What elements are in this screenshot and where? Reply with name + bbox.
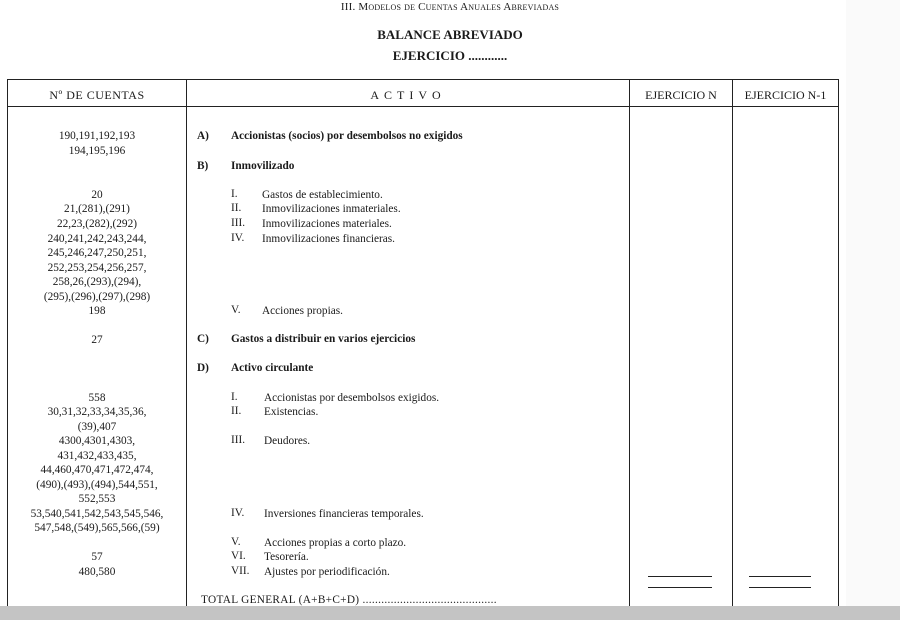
total-general-label: TOTAL GENERAL (A+B+C+D) ........................................... — [201, 594, 497, 606]
account-numbers: (295),(296),(297),(298) — [43, 291, 151, 303]
item-label: Ajustes por periodificación. — [264, 566, 390, 578]
column-header-ejercicio-n1: EJERCICIO N-1 — [744, 88, 827, 102]
item-label: Inmovilizaciones financieras. — [262, 233, 395, 245]
account-numbers: 258,26,(293),(294), — [52, 276, 142, 288]
account-numbers: 22,23,(282),(292) — [56, 218, 137, 230]
account-numbers: 30,31,32,33,34,35,36, — [47, 406, 147, 418]
table-right-border — [838, 79, 839, 615]
item-label: Inversiones financieras temporales. — [264, 508, 424, 520]
account-numbers: (490),(493),(494),544,551, — [36, 479, 158, 491]
item-label: Existencias. — [264, 406, 319, 418]
item-label: Tesorería. — [264, 551, 309, 563]
table-header-divider — [7, 106, 839, 107]
item-number: V. — [231, 304, 241, 316]
item-label: Inmovilizaciones inmateriales. — [262, 203, 401, 215]
section-letter-a: A) — [197, 130, 209, 142]
item-number: VII. — [231, 565, 250, 577]
item-label: Inmovilizaciones materiales. — [262, 218, 392, 230]
item-number: III. — [231, 217, 246, 229]
item-number: V. — [231, 536, 241, 548]
page-margin-strip — [846, 0, 900, 606]
account-numbers: 21,(281),(291) — [64, 203, 130, 215]
table-top-border — [7, 79, 839, 80]
item-number: II. — [231, 405, 242, 417]
column-header-cuentas: Nº DE CUENTAS — [49, 88, 145, 102]
item-label: Acciones propias a corto plazo. — [264, 537, 407, 549]
account-numbers: 547,548,(549),565,566,(59) — [34, 522, 160, 534]
account-numbers: 480,580 — [78, 566, 116, 578]
account-numbers: 44,460,470,471,472,474, — [40, 464, 154, 476]
column-divider-activo — [629, 79, 630, 615]
account-numbers: 245,246,247,250,251, — [47, 247, 147, 259]
section-heading-b: Inmovilizado — [231, 160, 295, 172]
column-header-activo: ACTIVO — [370, 88, 446, 102]
account-numbers: (39),407 — [77, 421, 117, 433]
column-divider-ejercicio-n — [732, 79, 733, 615]
account-numbers: 27 — [91, 334, 103, 346]
column-divider-cuentas — [186, 79, 187, 615]
sum-line-ejercicio-n — [648, 587, 712, 588]
section-heading-a: Accionistas (socios) por desembolsos no exigidos — [231, 130, 463, 142]
section-letter-b: B) — [197, 160, 209, 172]
section-heading-c: Gastos a distribuir en varios ejercicios — [231, 333, 416, 345]
account-numbers: 190,191,192,193 — [58, 130, 136, 142]
account-numbers: 194,195,196 — [68, 145, 126, 157]
sum-line-ejercicio-n1 — [749, 587, 811, 588]
account-numbers: 57 — [91, 551, 103, 563]
item-number: VI. — [231, 550, 246, 562]
item-number: III. — [231, 434, 246, 446]
section-letter-c: C) — [197, 333, 209, 345]
item-label: Deudores. — [264, 435, 311, 447]
account-numbers: 431,432,433,435, — [57, 450, 137, 462]
item-number: IV. — [231, 507, 245, 519]
section-heading-d: Activo circulante — [231, 362, 314, 374]
item-label: Accionistas por desembolsos exigidos. — [264, 392, 440, 404]
column-header-ejercicio-n: EJERCICIO N — [645, 88, 717, 102]
account-numbers: 552,553 — [78, 493, 116, 505]
account-numbers: 53,540,541,542,543,545,546, — [30, 508, 164, 520]
account-numbers: 252,253,254,256,257, — [47, 262, 147, 274]
account-numbers: 4300,4301,4303, — [58, 435, 136, 447]
account-numbers: 558 — [88, 392, 106, 404]
section-header: III. Modelos de Cuentas Anuales Abreviadas — [340, 1, 560, 13]
item-number: IV. — [231, 232, 245, 244]
item-number: I. — [231, 391, 238, 403]
sum-line-ejercicio-n — [648, 576, 712, 577]
item-number: II. — [231, 202, 242, 214]
document-subtitle: EJERCICIO ............ — [392, 48, 508, 63]
section-letter-d: D) — [197, 362, 209, 374]
account-numbers: 20 — [91, 189, 103, 201]
scan-bottom-bar — [0, 606, 900, 620]
item-label: Acciones propias. — [262, 305, 343, 317]
document-title: BALANCE ABREVIADO — [377, 27, 523, 42]
sum-line-ejercicio-n1 — [749, 576, 811, 577]
item-number: I. — [231, 188, 238, 200]
item-label: Gastos de establecimiento. — [262, 189, 383, 201]
account-numbers: 240,241,242,243,244, — [47, 233, 147, 245]
account-numbers: 198 — [88, 305, 106, 317]
